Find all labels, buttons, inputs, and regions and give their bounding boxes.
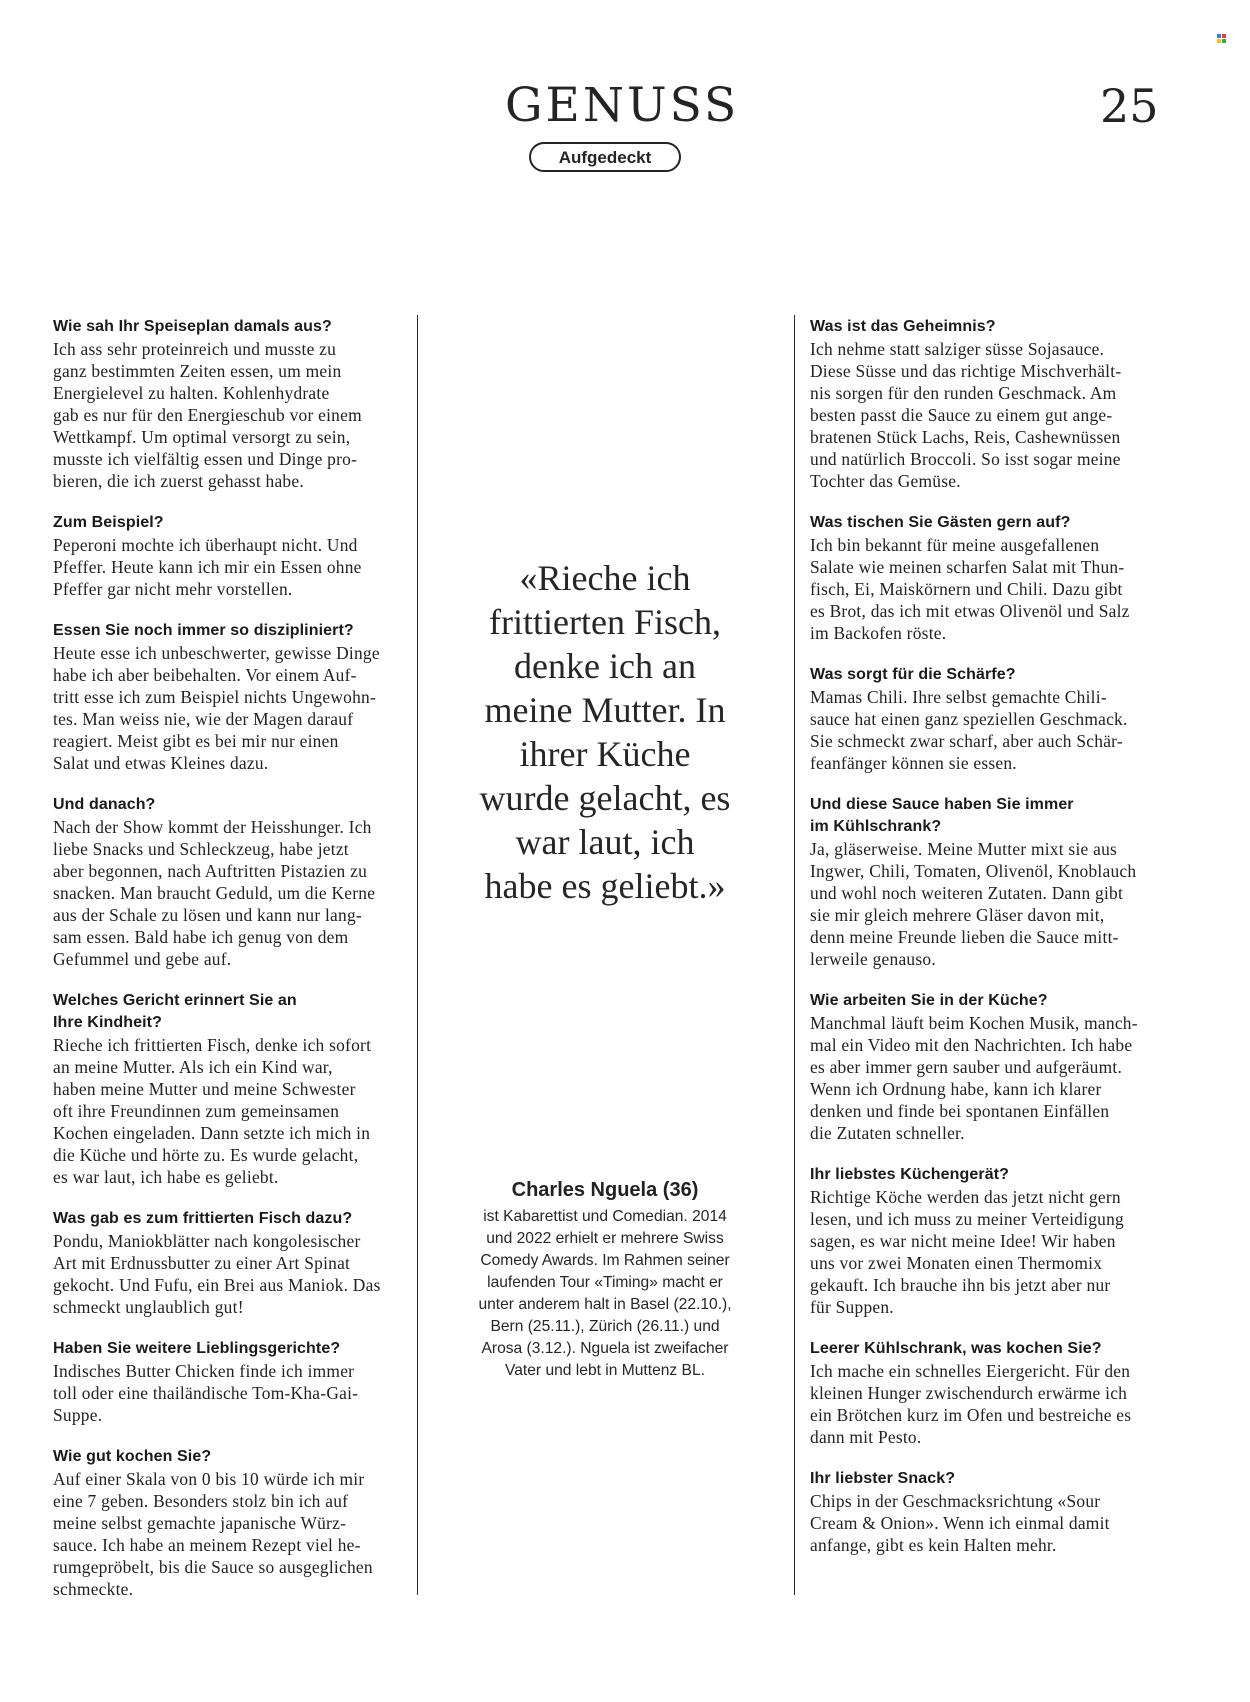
color-registration-mark: [1217, 34, 1226, 43]
qa-block: [53, 1208, 413, 1318]
question-line: Leerer Kühlschrank, was kochen Sie?: [810, 1340, 1102, 1357]
qa-block: [810, 990, 1170, 1144]
interview-answer: [53, 816, 413, 970]
question-line: Haben Sie weitere Lieblingsgerichte?: [53, 1340, 341, 1357]
question-line: Wie gut kochen Sie?: [53, 1448, 212, 1465]
answer-line: habe ich aber beibehalten. Vor einem Auf-: [53, 665, 357, 685]
answer-line: Energielevel zu halten. Kohlenhydrate: [53, 383, 330, 403]
question-line: Und diese Sauce haben Sie immer: [810, 796, 1074, 813]
question-line: Was gab es zum frittierten Fisch dazu?: [53, 1210, 353, 1227]
bio-line: unter anderem halt in Basel (22.10.),: [478, 1296, 732, 1313]
interview-answer: [53, 1360, 413, 1426]
answer-line: eine 7 geben. Besonders stolz bin ich auf: [53, 1491, 349, 1511]
answer-line: rumgepröbelt, bis die Sauce so ausgeglichen: [53, 1557, 373, 1577]
pull-quote-line: war laut, ich: [515, 822, 695, 862]
registration-dot-red: [1222, 34, 1226, 38]
answer-line: Pfeffer. Heute kann ich mir ein Essen ohne: [53, 557, 362, 577]
answer-line: Salate wie meinen scharfen Salat mit Thun-: [810, 557, 1125, 577]
question-line: Ihre Kindheit?: [53, 1014, 162, 1031]
answer-line: haben meine Mutter und meine Schwester: [53, 1079, 356, 1099]
pull-quote-line: meine Mutter. In: [484, 690, 726, 730]
qa-block: [53, 990, 413, 1188]
bio-name: Charles Nguela (36): [511, 1179, 699, 1201]
interview-question: [53, 794, 413, 816]
column-divider-right: [794, 315, 795, 1595]
interview-question: [53, 1208, 413, 1230]
answer-line: Richtige Köche werden das jetzt nicht gern: [810, 1187, 1121, 1207]
qa-block: [810, 1468, 1170, 1556]
registration-dot-yellow: [1217, 39, 1221, 43]
answer-line: kleinen Hunger zwischendurch erwärme ich: [810, 1383, 1128, 1403]
answer-line: snacken. Man braucht Geduld, um die Kerne: [53, 883, 376, 903]
question-line: Was sorgt für die Schärfe?: [810, 666, 1016, 683]
interview-column-right: [810, 316, 1170, 1576]
answer-line: im Backofen röste.: [810, 623, 947, 643]
question-line: Wie arbeiten Sie in der Küche?: [810, 992, 1048, 1009]
bio-line: Bern (25.11.), Zürich (26.11.) und: [490, 1318, 720, 1335]
qa-block: [810, 794, 1170, 970]
answer-line: tritt esse ich zum Beispiel nichts Ungewohn-: [53, 687, 377, 707]
answer-line: es war laut, ich habe es geliebt.: [53, 1167, 279, 1187]
answer-line: Ich bin bekannt für meine ausgefallenen: [810, 535, 1100, 555]
interview-answer: [53, 1034, 413, 1188]
qa-block: [53, 1338, 413, 1426]
pull-quote-line: «Rieche ich: [519, 558, 691, 598]
answer-line: sauce hat einen ganz speziellen Geschmack.: [810, 709, 1128, 729]
answer-line: Salat und etwas Kleines dazu.: [53, 753, 269, 773]
answer-line: lesen, und ich muss zu meiner Verteidigung: [810, 1209, 1124, 1229]
qa-block: [53, 512, 413, 600]
answer-line: denken und finde bei spontanen Einfällen: [810, 1101, 1110, 1121]
interview-answer: [810, 1012, 1170, 1144]
registration-dot-blue: [1217, 34, 1221, 38]
answer-line: und natürlich Broccoli. So isst sogar meine: [810, 449, 1121, 469]
answer-line: Pfeffer gar nicht mehr vorstellen.: [53, 579, 293, 599]
interview-question: [53, 990, 413, 1034]
bio-line: ist Kabarettist und Comedian. 2014: [483, 1208, 727, 1225]
answer-line: Pondu, Maniokblätter nach kongolesischer: [53, 1231, 361, 1251]
answer-line: ganz bestimmten Zeiten essen, um mein: [53, 361, 342, 381]
answer-line: Heute esse ich unbeschwerter, gewisse Dinge: [53, 643, 380, 663]
question-line: Welches Gericht erinnert Sie an: [53, 992, 297, 1009]
answer-line: schmeckt unglaublich gut!: [53, 1297, 244, 1317]
qa-block: [53, 794, 413, 970]
interview-question: [810, 512, 1170, 534]
answer-line: nis sorgen für den runden Geschmack. Am: [810, 383, 1117, 403]
answer-line: aber begonnen, nach Auftritten Pistazien zu: [53, 861, 368, 881]
answer-line: Kochen eingeladen. Dann setzte ich mich in: [53, 1123, 371, 1143]
interview-answer: [53, 534, 413, 600]
answer-line: gekauft. Ich brauche ihn bis jetzt aber nur: [810, 1275, 1111, 1295]
answer-line: Nach der Show kommt der Heisshunger. Ich: [53, 817, 372, 837]
answer-line: lerweile genauso.: [810, 949, 936, 969]
interview-answer: [53, 338, 413, 492]
answer-line: Ich ass sehr proteinreich und musste zu: [53, 339, 337, 359]
answer-line: sagen, es war nicht meine Idee! Wir haben: [810, 1231, 1116, 1251]
section-header: [505, 78, 740, 172]
answer-line: Mamas Chili. Ihre selbst gemachte Chili-: [810, 687, 1107, 707]
registration-dot-green: [1222, 39, 1226, 43]
answer-line: besten passt die Sauce zu einem gut ange-: [810, 405, 1113, 425]
answer-line: Suppe.: [53, 1405, 103, 1425]
interview-question: [810, 316, 1170, 338]
answer-line: Sie schmeckt zwar scharf, aber auch Schär-: [810, 731, 1123, 751]
answer-line: für Suppen.: [810, 1297, 894, 1317]
bio-line: Vater und lebt in Muttenz BL.: [505, 1362, 705, 1379]
answer-line: bieren, die ich zuerst gehasst habe.: [53, 471, 304, 491]
answer-line: gab es nur für den Energieschub vor einem: [53, 405, 362, 425]
interview-answer: [810, 838, 1170, 970]
qa-block: [53, 620, 413, 774]
answer-line: Manchmal läuft beim Kochen Musik, manch-: [810, 1013, 1138, 1033]
answer-line: Tochter das Gemüse.: [810, 471, 961, 491]
answer-line: denn meine Freunde lieben die Sauce mitt-: [810, 927, 1119, 947]
qa-block: [810, 1338, 1170, 1448]
answer-line: gekocht. Und Fufu, ein Brei aus Maniok. Das: [53, 1275, 381, 1295]
question-line: Und danach?: [53, 796, 156, 813]
interview-question: [810, 1468, 1170, 1490]
answer-line: Wenn ich Ordnung habe, kann ich klarer: [810, 1079, 1102, 1099]
interview-answer: [53, 1468, 413, 1600]
answer-line: es aber immer gern sauber und aufgeräumt.: [810, 1057, 1123, 1077]
answer-line: feanfänger können sie essen.: [810, 753, 1017, 773]
answer-line: fisch, Ei, Maiskörnern und Chili. Dazu gibt: [810, 579, 1123, 599]
bio-line: und 2022 erhielt er mehrere Swiss: [486, 1230, 724, 1247]
answer-line: dann mit Pesto.: [810, 1427, 922, 1447]
interview-answer: [810, 1490, 1170, 1556]
subsection-label: Aufgedeckt: [529, 142, 682, 172]
answer-line: Chips in der Geschmacksrichtung «Sour: [810, 1491, 1101, 1511]
question-line: Ihr liebster Snack?: [810, 1470, 956, 1487]
answer-line: anfange, gibt es kein Halten mehr.: [810, 1535, 1057, 1555]
interview-question: [53, 1446, 413, 1468]
answer-line: Gefummel und gebe auf.: [53, 949, 232, 969]
answer-line: Diese Süsse und das richtige Mischverhält-: [810, 361, 1122, 381]
answer-line: schmeckte.: [53, 1579, 134, 1599]
answer-line: Cream & Onion». Wenn ich einmal damit: [810, 1513, 1110, 1533]
answer-line: an meine Mutter. Als ich ein Kind war,: [53, 1057, 333, 1077]
pull-quote-line: frittierten Fisch,: [489, 602, 721, 642]
qa-block: [53, 1446, 413, 1600]
qa-block: [810, 316, 1170, 492]
interview-answer: [810, 1186, 1170, 1318]
bio-line: Arosa (3.12.). Nguela ist zweifacher: [481, 1340, 729, 1357]
page-number: 25: [1100, 79, 1159, 133]
interview-question: [53, 620, 413, 642]
interview-answer: [810, 338, 1170, 492]
bio-line: laufenden Tour «Timing» macht er: [487, 1274, 723, 1291]
interview-question: [810, 794, 1170, 838]
answer-line: meine selbst gemachte japanische Würz-: [53, 1513, 347, 1533]
qa-block: [810, 1164, 1170, 1318]
answer-line: Ich nehme statt salziger süsse Sojasauce.: [810, 339, 1105, 359]
interview-column-left: [53, 316, 413, 1620]
bio-text: [440, 1206, 770, 1382]
answer-line: ein Brötchen kurz im Ofen und bestreiche es: [810, 1405, 1132, 1425]
qa-block: [810, 664, 1170, 774]
question-line: im Kühlschrank?: [810, 818, 942, 835]
question-line: Ihr liebstes Küchengerät?: [810, 1166, 1009, 1183]
answer-line: musste ich vielfältig essen und Dinge pro-: [53, 449, 358, 469]
answer-line: sam essen. Bald habe ich genug von dem: [53, 927, 349, 947]
answer-line: Ingwer, Chili, Tomaten, Olivenöl, Knoblauch: [810, 861, 1137, 881]
interview-answer: [810, 534, 1170, 644]
interview-answer: [810, 1360, 1170, 1448]
answer-line: tes. Man weiss nie, wie der Magen darauf: [53, 709, 354, 729]
interview-answer: [810, 686, 1170, 774]
answer-line: mal ein Video mit den Nachrichten. Ich habe: [810, 1035, 1133, 1055]
pull-quote-line: habe es geliebt.»: [484, 866, 726, 906]
answer-line: Auf einer Skala von 0 bis 10 würde ich mir: [53, 1469, 365, 1489]
interview-question: [810, 1164, 1170, 1186]
column-divider-left: [417, 315, 418, 1595]
question-line: Was ist das Geheimnis?: [810, 318, 996, 335]
interview-question: [810, 990, 1170, 1012]
answer-line: toll oder eine thailändische Tom-Kha-Gai-: [53, 1383, 359, 1403]
interview-question: [810, 664, 1170, 686]
pull-quote-line: wurde gelacht, es: [479, 778, 731, 818]
answer-line: die Küche und hörte zu. Es wurde gelacht,: [53, 1145, 359, 1165]
answer-line: liebe Snacks und Schleckzeug, habe jetzt: [53, 839, 349, 859]
interview-question: [53, 512, 413, 534]
answer-line: aus der Schale zu lösen und kann nur lang-: [53, 905, 362, 925]
answer-line: Ich mache ein schnelles Eiergericht. Für den: [810, 1361, 1131, 1381]
interview-question: [53, 316, 413, 338]
answer-line: Ja, gläserweise. Meine Mutter mixt sie aus: [810, 839, 1118, 859]
answer-line: Wettkampf. Um optimal versorgt zu sein,: [53, 427, 351, 447]
answer-line: reagiert. Meist gibt es bei mir nur einen: [53, 731, 339, 751]
question-line: Essen Sie noch immer so diszipliniert?: [53, 622, 354, 639]
interview-question: [53, 1338, 413, 1360]
answer-line: Art mit Erdnussbutter zu einer Art Spinat: [53, 1253, 351, 1273]
answer-line: sauce. Ich habe an meinem Rezept viel he-: [53, 1535, 361, 1555]
pull-quote-line: ihrer Küche: [519, 734, 691, 774]
answer-line: oft ihre Freundinnen zum gemeinsamen: [53, 1101, 340, 1121]
pull-quote: [440, 556, 770, 908]
answer-line: die Zutaten schneller.: [810, 1123, 965, 1143]
answer-line: uns vor zwei Monaten einen Thermomix: [810, 1253, 1103, 1273]
question-line: Wie sah Ihr Speiseplan damals aus?: [53, 318, 332, 335]
interview-question: [810, 1338, 1170, 1360]
answer-line: es Brot, das ich mit etwas Olivenöl und Salz: [810, 601, 1130, 621]
answer-line: Indisches Butter Chicken finde ich immer: [53, 1361, 355, 1381]
answer-line: bratenen Stück Lachs, Reis, Cashewnüssen: [810, 427, 1121, 447]
bio-line: Comedy Awards. Im Rahmen seiner: [480, 1252, 730, 1269]
interview-answer: [53, 642, 413, 774]
answer-line: Rieche ich frittierten Fisch, denke ich sofort: [53, 1035, 372, 1055]
answer-line: und wohl noch weiteren Zutaten. Dann gibt: [810, 883, 1124, 903]
question-line: Zum Beispiel?: [53, 514, 164, 531]
author-bio: [440, 1176, 770, 1382]
interview-answer: [53, 1230, 413, 1318]
answer-line: sie mir gleich mehrere Gläser davon mit,: [810, 905, 1105, 925]
qa-block: [810, 512, 1170, 644]
answer-line: Peperoni mochte ich überhaupt nicht. Und: [53, 535, 358, 555]
question-line: Was tischen Sie Gästen gern auf?: [810, 514, 1071, 531]
qa-block: [53, 316, 413, 492]
section-title: GENUSS: [505, 78, 740, 133]
pull-quote-line: denke ich an: [514, 646, 696, 686]
